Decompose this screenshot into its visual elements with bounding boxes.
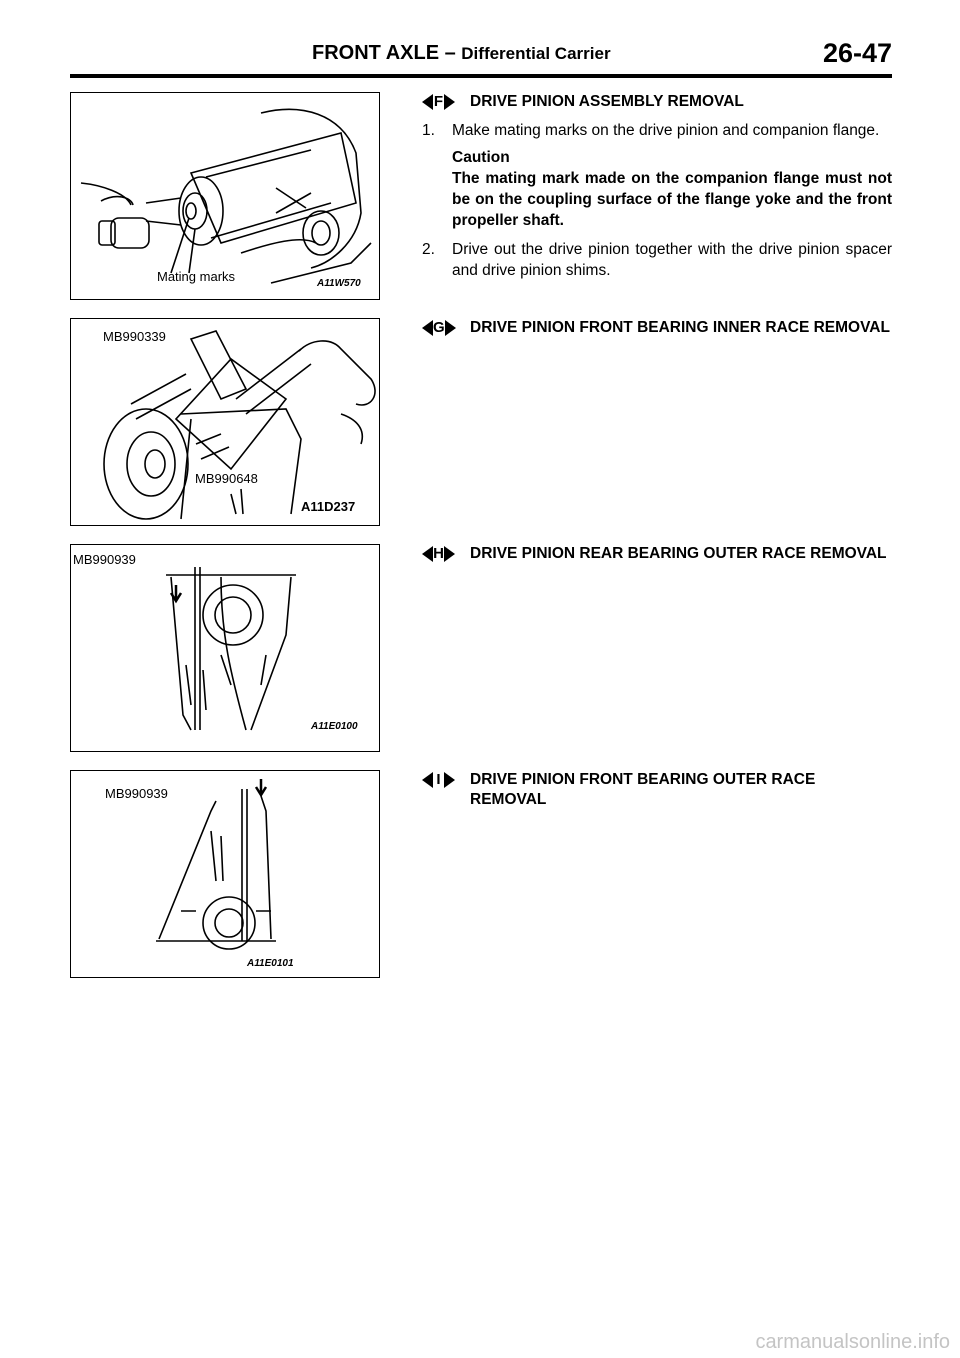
header-title: FRONT AXLE – Differential Carrier	[312, 42, 611, 64]
figure-code: A11E0100	[311, 721, 358, 732]
section-drive-pinion-assembly-removal	[422, 92, 892, 289]
section-title: DRIVE PINION FRONT BEARING OUTER RACE REMOVAL	[470, 771, 816, 808]
header-subtitle: Differential Carrier	[461, 44, 611, 63]
triangle-left-icon	[422, 772, 433, 788]
figure-label: MB990648	[195, 471, 258, 486]
figure-label: MB990939	[73, 552, 136, 567]
figure-label: MB990939	[105, 786, 168, 801]
figure-mating-marks	[70, 92, 380, 300]
section-rear-bearing-outer-race-removal	[422, 544, 892, 564]
figure-code: A11D237	[301, 499, 356, 514]
caution-label: Caution	[452, 149, 510, 166]
triangle-left-icon	[422, 546, 433, 562]
step-number: 1.	[422, 122, 435, 139]
section-front-bearing-outer-race-removal	[422, 770, 892, 810]
figure-front-outer-race	[70, 770, 380, 978]
section-front-bearing-inner-race-removal	[422, 318, 892, 338]
figure-label: Mating marks	[157, 269, 236, 284]
step-number: 2.	[422, 241, 435, 258]
reference-marker: G	[422, 318, 470, 338]
caution-text: The mating mark made on the companion flange must not be on the coupling surface of the flange yoke and the front propeller shaft.	[452, 170, 892, 229]
section-title: DRIVE PINION REAR BEARING OUTER RACE REMOVAL	[470, 545, 887, 562]
watermark: carmanualsonline.info	[755, 1331, 950, 1353]
reference-marker: I	[422, 770, 470, 790]
section-heading	[422, 92, 892, 112]
figure-rear-outer-race	[70, 544, 380, 752]
triangle-right-icon	[444, 94, 455, 110]
caution-block	[452, 147, 892, 231]
reference-marker: H	[422, 544, 470, 564]
reference-marker: F	[422, 92, 470, 112]
section-heading	[422, 770, 892, 810]
step-list	[422, 120, 892, 281]
figure-bearing-puller-illustration	[71, 319, 379, 525]
section-title: DRIVE PINION ASSEMBLY REMOVAL	[470, 93, 744, 110]
triangle-right-icon	[444, 772, 455, 788]
triangle-left-icon	[422, 94, 433, 110]
figure-code: A11W570	[317, 278, 361, 289]
triangle-right-icon	[444, 546, 455, 562]
section-title: DRIVE PINION FRONT BEARING INNER RACE REMOVAL	[470, 319, 890, 336]
figure-front-outer-race-illustration	[71, 771, 379, 977]
page-number: 26-47	[822, 38, 892, 68]
figure-bearing-puller	[70, 318, 380, 526]
section-heading	[422, 318, 892, 338]
triangle-left-icon	[422, 320, 433, 336]
figure-code: A11E0101	[247, 958, 294, 969]
section-heading	[422, 544, 892, 564]
page-header	[70, 40, 892, 78]
step-item	[422, 120, 892, 231]
triangle-right-icon	[445, 320, 456, 336]
step-text: Make mating marks on the drive pinion and companion flange.	[452, 122, 880, 139]
figure-label: MB990339	[103, 329, 166, 344]
step-item	[422, 239, 892, 281]
step-text: Drive out the drive pinion together with the drive pinion spacer and drive pinion shims.	[452, 241, 892, 279]
